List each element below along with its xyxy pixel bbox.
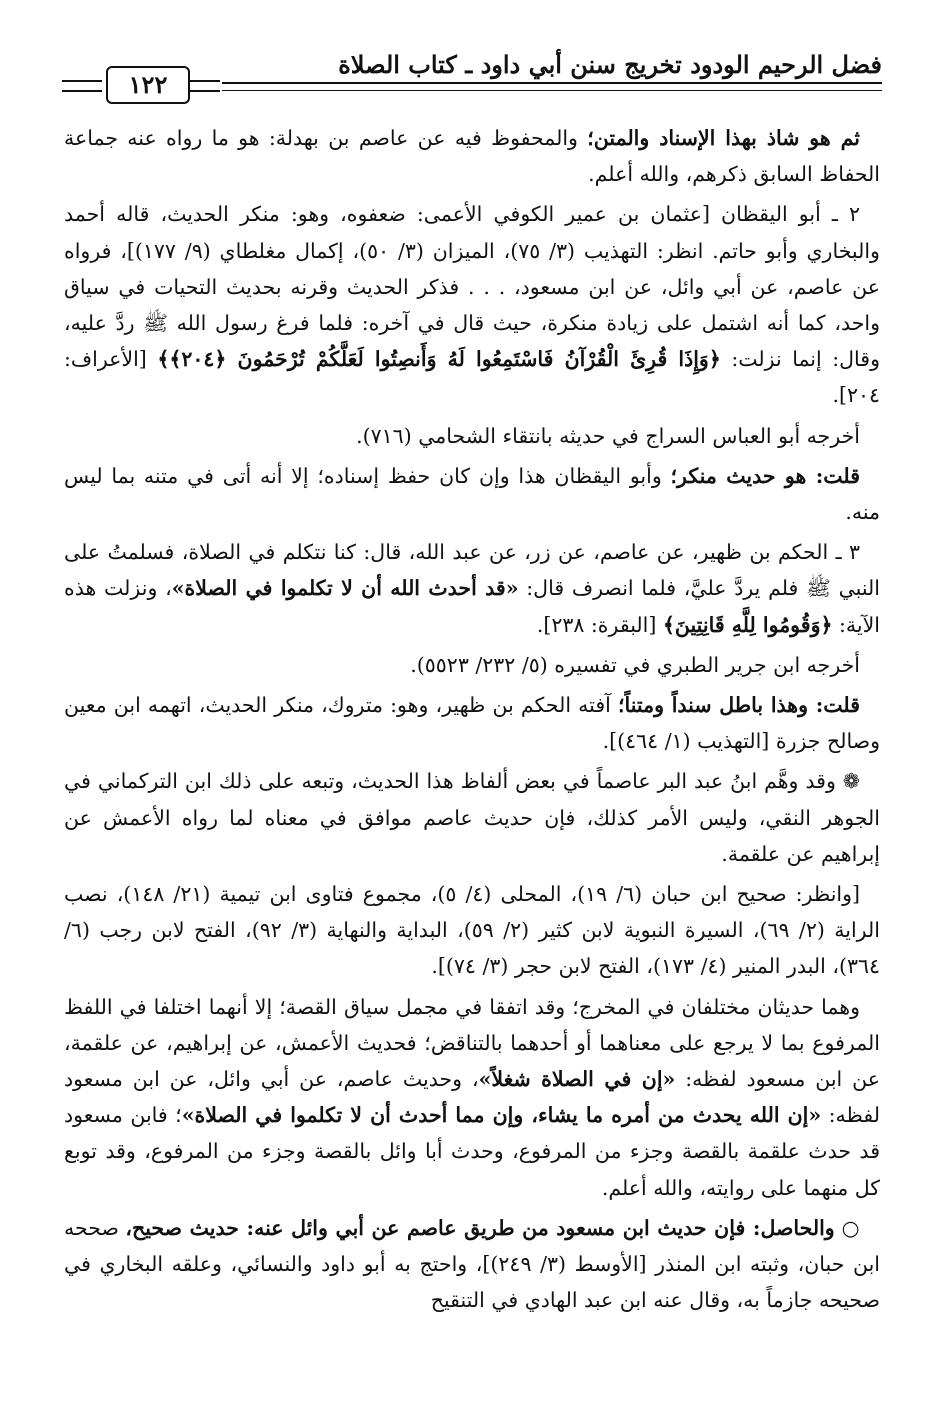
page-number-frame xyxy=(62,66,222,104)
page-number: ١٢٢ xyxy=(106,66,190,104)
text: ○ xyxy=(834,1215,861,1240)
paragraph xyxy=(64,196,880,413)
bold-text: والحاصل: فإن حديث ابن مسعود من طريق عاصم عن أبي وائل عنه: حديث صحيح، xyxy=(125,1215,835,1240)
bold-text: ﴿وَإِذَا قُرِئَ الْقُرْآنُ فَاسْتَمِعُوا لَهُ وَأَنصِتُوا لَعَلَّكُمْ تُرْحَمُونَ ﴿٢٠٤﴾﴾ xyxy=(157,347,721,372)
paragraph xyxy=(64,1210,880,1319)
text: ❁ وقد وهَّم ابنُ عبد البر عاصماً في بعض ألفاظ هذا الحديث، وتبعه على ذلك ابن التركماني في الجوهر النقي، وليس الأمر كذلك، فإن حديث عاصم موافق في معناه لما رواه الأعمش عن إبراهيم عن علقمة. xyxy=(64,769,880,866)
text: وهما حديثان مختلفان في المخرج؛ وقد اتفقا في مجمل سياق القصة؛ إلا أنهما اختلفا في اللفظ المرفوع بما لا يرجع على معناهما أو أحدهما بالتناقض؛ فحديث الأعمش، عن إبراهيم، عن علقمة، عن ابن مسعود لفظه: xyxy=(64,994,880,1092)
text: والمحفوظ فيه عن عاصم بن بهدلة: هو ما رواه عنه جماعة الحفاظ السابق ذكرهم، والله أعلم. xyxy=(64,126,880,187)
text: [وانظر: صحيح ابن حبان (٦/ ١٩)، المحلى (٤/ ٥)، مجموع فتاوى ابن تيمية (٢١/ ١٤٨)، نصب الراية (٢/ ٦٩)، السيرة النبوية لابن كثير (٢/ ٥٩)، البداية والنهاية (٣/ ٩٢)، الفتح لابن رجب (٦/ ٣٦٤)، البدر المنير (٤/ ١٧٣)، الفتح لابن حجر (٣/ ٧٤)]. xyxy=(64,882,880,979)
text: أخرجه أبو العباس السراج في حديثه بانتقاء الشحامي (٧١٦). xyxy=(356,423,860,448)
text: ، ونزلت هذه الآية: xyxy=(64,576,880,637)
bold-text: قلت: وهذا باطل سنداً ومتناً؛ xyxy=(617,693,861,718)
text: آفته الحكم بن ظهير، وهو: متروك، منكر الحديث، اتهمه ابن معين وصالح جزرة [التهذيب (١/ ٤٦٤)]. xyxy=(64,693,880,754)
paragraph xyxy=(64,534,880,643)
text: [البقرة: ٢٣٨]. xyxy=(536,612,663,637)
page-header xyxy=(62,44,882,104)
running-title: فضل الرحيم الودود تخريج سنن أبي داود ـ كتاب الصلاة xyxy=(338,50,882,79)
text: ٣ ـ الحكم بن ظهير، عن عاصم، عن زر، عن عبد الله، قال: كنا نتكلم في الصلاة، فسلمتُ على النبي ﷺ فلم يردَّ عليَّ، فلما انصرف قال: xyxy=(64,540,880,601)
text: وأبو اليقظان هذا وإن كان حفظ إسناده؛ إلا أنه أتى في متنه بما ليس منه. xyxy=(64,463,880,525)
paragraph xyxy=(64,687,880,759)
bold-text: ثم هو شاذ بهذا الإسناد والمتن؛ xyxy=(587,126,860,150)
paragraph xyxy=(64,120,880,192)
text: [الأعراف: ٢٠٤]. xyxy=(64,347,880,408)
text: صححه ابن حبان، وثبته ابن المنذر [الأوسط (٣/ ٢٤٩)]، واحتج به أبو داود والنسائي، وعلقه البخاري في صحيحه جازماً به، وقال عنه ابن عبد الهادي في التنقيح xyxy=(64,1215,880,1313)
paragraph xyxy=(64,989,880,1206)
paragraph xyxy=(64,876,880,985)
text: ، وحديث عاصم، عن أبي وائل، عن ابن مسعود لفظه: xyxy=(64,1067,880,1128)
paragraph xyxy=(64,458,880,530)
text: ؛ فابن مسعود قد حدث علقمة بالقصة وجزء من المرفوع، وحدث أبا وائل بالقصة وجزء من المرفوع، وقد توبع كل منهما على روايته، والله أعلم. xyxy=(64,1103,880,1200)
bold-text: «قد أحدث الله أن لا تكلموا في الصلاة» xyxy=(171,576,519,601)
paragraph xyxy=(64,763,880,872)
paragraph xyxy=(64,647,880,683)
text: أخرجه ابن جرير الطبري في تفسيره (٥/ ٢٣٢/ ٥٥٢٣). xyxy=(410,652,860,677)
bold-text: «إن في الصلاة شغلاً» xyxy=(478,1067,676,1092)
bold-text: قلت: هو حديث منكر؛ xyxy=(670,463,860,488)
text: ٢ ـ أبو اليقظان [عثمان بن عمير الكوفي الأعمى: ضعفوه، وهو: منكر الحديث، قاله أحمد والبخاري وأبو حاتم. انظر: التهذيب (٣/ ٧٥)، الميزان (٣/ ٥٠)، إكمال مغلطاي (٩/ ١٧٧)]، فرواه عن عاصم، عن أبي وائل، عن ابن مسعود، . . . فذكر الحديث وقرنه بحديث التحيات في سياق واحد، كما أنه اشتمل على زيادة منكرة، حيث قال في آخره: فلما فرغ رسول الله ﷺ ردَّ عليه، وقال: إنما نزلت: xyxy=(64,202,880,372)
bold-text: ﴿وَقُومُوا لِلَّهِ قَانِتِينَ﴾ xyxy=(662,612,833,637)
page-body xyxy=(64,120,880,1323)
bold-text: «إن الله يحدث من أمره ما يشاء، وإن مما أحدث أن لا تكلموا في الصلاة» xyxy=(181,1103,822,1128)
paragraph xyxy=(64,418,880,454)
